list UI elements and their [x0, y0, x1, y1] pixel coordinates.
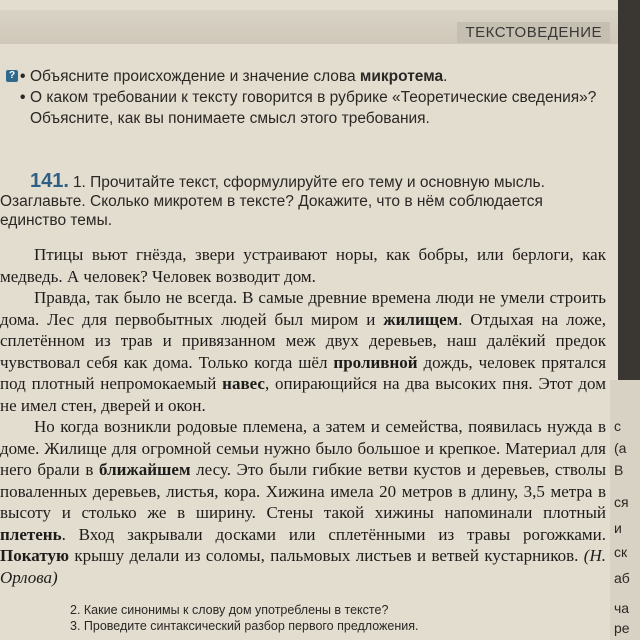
edge-fragment: В: [614, 462, 624, 478]
section-title: ТЕКСТОВЕДЕНИЕ: [457, 22, 610, 43]
question-text: О каком требовании к тексту говорится в рубрике «Теоретические сведения»? Объясните, как вы понимаете смысл этого требования.: [30, 89, 597, 127]
question-item: [6, 87, 606, 129]
task-item: 3. Проведите синтаксический разбор первого предложения.: [70, 619, 419, 633]
question-text-end: .: [443, 68, 448, 85]
edge-fragment: (а: [614, 440, 627, 456]
paragraph-3: Но когда возникли родовые племена, а затем и семейства, появилась нужда в доме. Жилище для огромной семьи нужно было большое и крепкое. Материал для него брали в ближайшем лесу. Это были гибкие ветви кустов и деревьев, стволы поваленных деревьев, листья, кора. Хижина имела 20 метров в длину, 3,5 метра в высоту и столько же в ширину. Стены такой хижины напоминали плотный плетень. Вход закрывали досками или сплетёнными из травы рогожками. Покатую крышу делали из соломы, пальмовых листьев и ветвей кустарников. (Н. Орлова): [0, 417, 606, 587]
task-list: [70, 602, 590, 634]
bullet-icon: •: [20, 68, 26, 85]
bullet-icon: •: [20, 89, 26, 106]
question-list: [6, 66, 606, 129]
edge-fragment: ся: [614, 494, 629, 510]
edge-fragment: ча: [614, 600, 630, 616]
paragraph-2: Правда, так было не всегда. В самые древние времена люди не умели строить дома. Лес для первобытных людей был миром и жилищем. Отдыхая на ложе, сплетённом из трав и привязанном меж двух деревьев, наш далёкий предок чувствовал себя как дома. Только когда шёл проливной дождь, человек прятался под плотный непромокаемый навес, опирающийся на два высоких пня. Этот дом не имел стен, дверей и окон.: [0, 288, 607, 415]
bold-word: ближайшем: [99, 460, 191, 479]
paragraph-1: Птицы вьют гнёзда, звери устраивают норы, как бобры, или берлоги, как медведь. А человек? Человек возводит дом.: [0, 245, 606, 286]
exercise-block: [0, 172, 610, 230]
question-item: [6, 66, 606, 87]
bold-word: жилищем: [383, 309, 459, 329]
edge-fragment: ск: [614, 544, 628, 560]
bold-word: навес: [222, 374, 265, 393]
question-text: Объясните происхождение и значение слова: [30, 68, 360, 85]
question-bold-term: микротема: [359, 68, 444, 85]
task-item: 2. Какие синонимы к слову дом употреблены в тексте?: [70, 603, 389, 617]
question-mark-icon: ?: [6, 70, 18, 82]
bold-word: проливной: [333, 352, 418, 372]
edge-fragment: аб: [614, 570, 630, 586]
author-credit: (Н. Орлова): [0, 546, 606, 587]
reading-text: [0, 244, 606, 588]
bold-word: Покатую: [0, 546, 69, 565]
edge-fragment: и: [614, 520, 622, 536]
exercise-number: 141.: [30, 170, 69, 192]
bold-word: плетень: [0, 524, 62, 544]
edge-fragment: ре: [614, 620, 630, 636]
edge-fragment: с: [614, 418, 621, 434]
exercise-task: 1. Прочитайте текст, сформулируйте его тему и основную мысль. Озаглавьте. Сколько микротем в тексте? Докажите, что в нём соблюдается единство темы.: [0, 174, 545, 229]
